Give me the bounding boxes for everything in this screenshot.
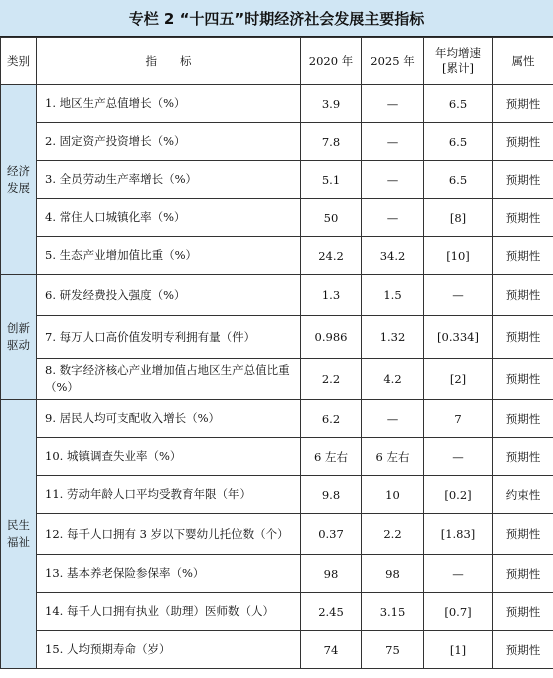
table-row xyxy=(1,555,553,593)
header-attribute: 属性 xyxy=(493,38,553,85)
table-title: 专栏 2 “十四五”时期经济社会发展主要指标 xyxy=(0,0,553,37)
header-growth-line2: [累计] xyxy=(442,61,474,75)
value-2025: — xyxy=(362,400,424,438)
value-attribute: 预期性 xyxy=(493,400,553,438)
value-2020: 9.8 xyxy=(301,476,362,514)
indicator-cell: 1. 地区生产总值增长（%） xyxy=(37,85,301,123)
value-growth: [0.334] xyxy=(424,316,493,359)
table-row xyxy=(1,438,553,476)
table-row xyxy=(1,199,553,237)
indicator-cell: 10. 城镇调查失业率（%） xyxy=(37,438,301,476)
value-growth: — xyxy=(424,438,493,476)
header-2020: 2020 年 xyxy=(301,38,362,85)
value-2025: 10 xyxy=(362,476,424,514)
header-growth xyxy=(424,38,493,85)
value-growth: — xyxy=(424,275,493,316)
indicator-cell: 9. 居民人均可支配收入增长（%） xyxy=(37,400,301,438)
value-growth: [1] xyxy=(424,631,493,669)
value-growth: — xyxy=(424,555,493,593)
value-growth: 6.5 xyxy=(424,123,493,161)
value-growth: [0.2] xyxy=(424,476,493,514)
value-2025: 75 xyxy=(362,631,424,669)
value-attribute: 预期性 xyxy=(493,593,553,631)
header-indicator: 指 标 xyxy=(37,38,301,85)
table-row xyxy=(1,631,553,669)
table-row xyxy=(1,400,553,438)
value-2020: 1.3 xyxy=(301,275,362,316)
value-growth: 7 xyxy=(424,400,493,438)
value-2020: 3.9 xyxy=(301,85,362,123)
indicator-cell: 2. 固定资产投资增长（%） xyxy=(37,123,301,161)
category-economy-label: 经济发展 xyxy=(7,163,30,195)
indicator-cell: 6. 研发经费投入强度（%） xyxy=(37,275,301,316)
value-attribute: 预期性 xyxy=(493,555,553,593)
indicators-table xyxy=(0,37,553,669)
table-row xyxy=(1,237,553,275)
value-attribute: 预期性 xyxy=(493,199,553,237)
table-row xyxy=(1,316,553,359)
value-attribute: 预期性 xyxy=(493,514,553,555)
value-attribute: 预期性 xyxy=(493,161,553,199)
indicator-cell: 4. 常住人口城镇化率（%） xyxy=(37,199,301,237)
value-attribute: 预期性 xyxy=(493,359,553,400)
value-attribute: 预期性 xyxy=(493,237,553,275)
value-growth: [8] xyxy=(424,199,493,237)
value-2020: 74 xyxy=(301,631,362,669)
indicator-cell: 12. 每千人口拥有 3 岁以下婴幼儿托位数（个） xyxy=(37,514,301,555)
value-attribute: 预期性 xyxy=(493,85,553,123)
table-row xyxy=(1,359,553,400)
value-2020: 2.2 xyxy=(301,359,362,400)
value-2025: 4.2 xyxy=(362,359,424,400)
header-category: 类别 xyxy=(1,38,37,85)
value-growth: [0.7] xyxy=(424,593,493,631)
category-innovation-label: 创新驱动 xyxy=(7,321,30,352)
table-row xyxy=(1,514,553,555)
value-attribute: 约束性 xyxy=(493,476,553,514)
value-2025: — xyxy=(362,123,424,161)
value-attribute: 预期性 xyxy=(493,275,553,316)
value-2025: — xyxy=(362,199,424,237)
value-2020: 98 xyxy=(301,555,362,593)
value-attribute: 预期性 xyxy=(493,631,553,669)
indicator-cell: 3. 全员劳动生产率增长（%） xyxy=(37,161,301,199)
indicator-cell: 11. 劳动年龄人口平均受教育年限（年） xyxy=(37,476,301,514)
value-2025: 1.5 xyxy=(362,275,424,316)
value-2025: — xyxy=(362,85,424,123)
table-row xyxy=(1,161,553,199)
category-innovation xyxy=(1,275,37,400)
indicator-cell: 7. 每万人口高价值发明专利拥有量（件） xyxy=(37,316,301,359)
header-row xyxy=(1,38,553,85)
table-row xyxy=(1,123,553,161)
value-attribute: 预期性 xyxy=(493,316,553,359)
value-growth: 6.5 xyxy=(424,161,493,199)
value-growth: [1.83] xyxy=(424,514,493,555)
header-2025: 2025 年 xyxy=(362,38,424,85)
table-row xyxy=(1,593,553,631)
indicator-cell: 15. 人均预期寿命（岁） xyxy=(37,631,301,669)
value-2020: 0.37 xyxy=(301,514,362,555)
value-2020: 24.2 xyxy=(301,237,362,275)
value-2020: 0.986 xyxy=(301,316,362,359)
indicator-cell: 14. 每千人口拥有执业（助理）医师数（人） xyxy=(37,593,301,631)
table-row xyxy=(1,476,553,514)
header-growth-line1: 年均增速 xyxy=(435,46,481,60)
category-welfare-label: 民生福祉 xyxy=(7,518,30,549)
value-2025: 3.15 xyxy=(362,593,424,631)
value-2025: 98 xyxy=(362,555,424,593)
category-economy xyxy=(1,85,37,275)
value-2020: 6 左右 xyxy=(301,438,362,476)
value-growth: [2] xyxy=(424,359,493,400)
value-2020: 5.1 xyxy=(301,161,362,199)
value-growth: [10] xyxy=(424,237,493,275)
value-2025: 1.32 xyxy=(362,316,424,359)
indicator-cell: 8. 数字经济核心产业增加值占地区生产总值比重（%） xyxy=(37,359,301,400)
value-2025: 34.2 xyxy=(362,237,424,275)
value-growth: 6.5 xyxy=(424,85,493,123)
table-row xyxy=(1,85,553,123)
value-2020: 7.8 xyxy=(301,123,362,161)
table-row xyxy=(1,275,553,316)
value-attribute: 预期性 xyxy=(493,123,553,161)
value-2020: 2.45 xyxy=(301,593,362,631)
value-attribute: 预期性 xyxy=(493,438,553,476)
value-2020: 50 xyxy=(301,199,362,237)
value-2020: 6.2 xyxy=(301,400,362,438)
indicator-cell: 5. 生态产业增加值比重（%） xyxy=(37,237,301,275)
value-2025: — xyxy=(362,161,424,199)
value-2025: 2.2 xyxy=(362,514,424,555)
value-2025: 6 左右 xyxy=(362,438,424,476)
indicator-cell: 13. 基本养老保险参保率（%） xyxy=(37,555,301,593)
category-welfare xyxy=(1,400,37,669)
